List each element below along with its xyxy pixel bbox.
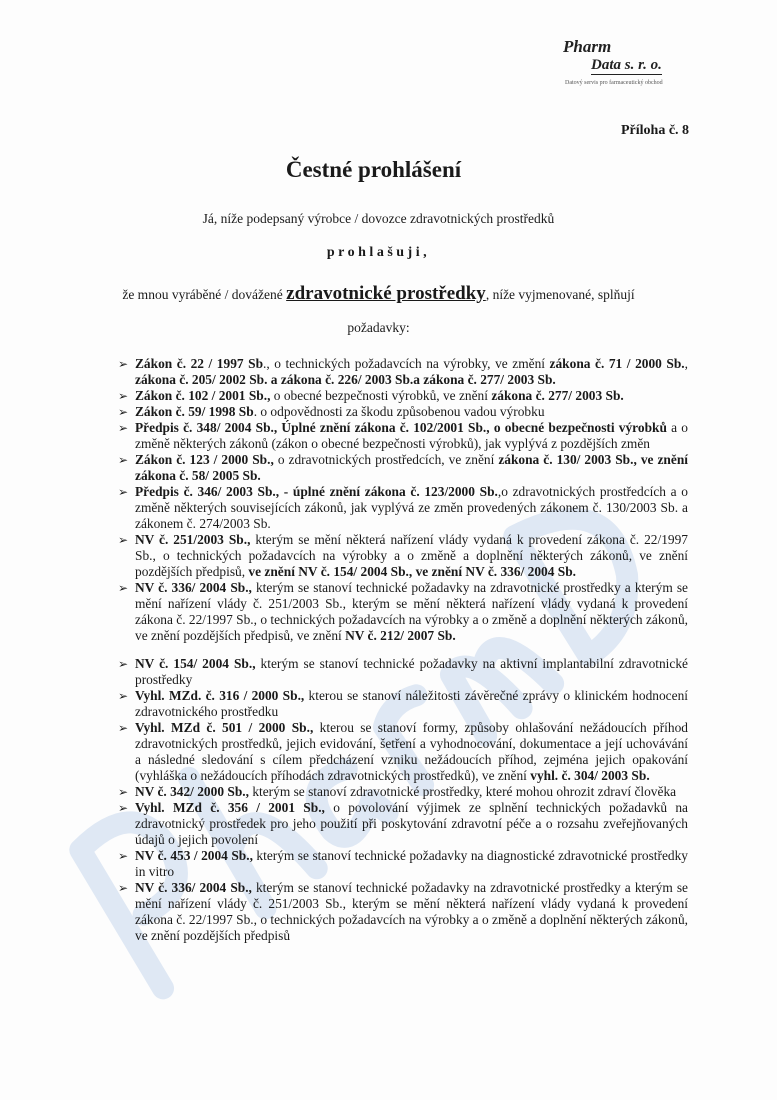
regulation-reference: NV č. 453 / 2004 Sb., [135,848,253,863]
list-item [118,784,688,800]
regulation-reference: Zákon č. 123 / 2000 Sb., [135,452,274,467]
regulation-reference: NV č. 212/ 2007 Sb. [345,628,456,643]
arrow-right-icon: ➢ [118,485,129,499]
arrow-right-icon: ➢ [118,881,129,895]
arrow-right-icon: ➢ [118,389,129,403]
arrow-right-icon: ➢ [118,405,129,419]
list-item [118,656,688,688]
list-item [118,420,688,452]
page-title: Čestné prohlášení [285,157,462,182]
annex-label: Příloha č. 8 [621,123,690,138]
list-item [118,484,688,532]
arrow-right-icon: ➢ [118,849,129,863]
arrow-right-icon: ➢ [118,689,129,703]
list-item [118,532,688,580]
regulation-description: , [684,356,688,371]
regulation-description: o zdravotnických prostředcích, ve znění [273,452,499,467]
regulation-list [118,356,688,944]
list-item [118,848,688,880]
statement-emphasis: zdravotnické prostředky [286,283,486,304]
logo-line-2: Data s. r. o. [591,57,662,73]
list-item [118,800,688,848]
regulation-reference: NV č. 342/ 2000 Sb., [135,784,249,799]
regulation-reference: NV č. 251/2003 Sb., [135,532,251,547]
regulation-reference: Zákon č. 102 / 2001 Sb., [135,388,271,403]
regulation-reference: Vyhl. MZd č. 501 / 2000 Sb., [135,720,314,735]
arrow-right-icon: ➢ [118,801,129,815]
regulation-description: . o odpovědnosti za škodu způsobenou vadou výrobku [253,404,545,419]
regulation-reference: NV č. 336/ 2004 Sb., [135,880,252,895]
logo-line-1: Pharm [563,37,612,56]
arrow-right-icon: ➢ [118,453,129,467]
regulation-reference: Zákon č. 59/ 1998 Sb [135,404,254,419]
regulation-description: kterou se stanoví formy, způsoby ohlašování nežádoucích příhod zdravotnických prostředků, jejich evidování, šetření a vyhodnocování, dokumentace a její uchovávání a následné sledování s cílem předcházení vzniku nežádoucích příhod, zejména jejich opakování (vyhláška o nežádoucích příhodách zdravotnických prostředků), ve znění [135,720,688,783]
statement-after: , níže vyjmenované, splňují [485,287,635,302]
regulation-description: ., o technických požadavcích na výrobky, ve změní [263,356,550,371]
logo-tagline: Datový servis pro farmaceutický obchod [565,80,663,86]
regulation-reference: zákona č. 130/ 2003 Sb., ve znění zákona č. 58/ 2005 Sb. [135,452,688,483]
regulation-description: ,o zdravotnických prostředcích a o změně některých souvisejících zákonů, jak vyplývá ze změn provedených zákonem č. 130/2003 Sb. a zákonem č. 274/2003 Sb. [135,484,689,531]
arrow-right-icon: ➢ [118,581,129,595]
arrow-right-icon: ➢ [118,357,129,371]
list-item [118,580,688,644]
arrow-right-icon: ➢ [118,657,129,671]
regulation-reference: NV č. 336/ 2004 Sb., [135,580,252,595]
regulation-reference: Vyhl. MZd č. 356 / 2001 Sb., [135,800,325,815]
regulation-reference: zákona č. 277/ 2003 Sb. [491,388,624,403]
regulation-description: o povolování výjimek ze splnění technických požadavků na zdravotnický prostředek pro jeho použití při poskytování zdravotní péče a o rozsahu zveřejňovaných údajů o jejich povolení [135,800,688,847]
regulation-description: kterým se mění některá nařízení vlády vydaná k provedení zákona č. 22/1997 Sb., o technických požadavcích na výrobky a o změně a doplnění některých zákonů, ve znění pozdějších předpisů, [135,532,688,579]
regulation-description: a o změně některých zákonů (zákon o obecné bezpečnosti výrobků), jak vyplývá z pozdějších změn [135,420,689,451]
statement [0,285,777,304]
regulation-description: kterou se stanoví náležitosti závěrečné zprávy o klinickém hodnocení zdravotnického prostředku [135,688,688,719]
regulation-reference: zákona č. 71 / 2000 Sb. [549,356,685,371]
company-logo [563,38,713,87]
regulation-reference: ve znění NV č. 154/ 2004 Sb., ve znění NV č. 336/ 2004 Sb. [248,564,577,579]
list-item [118,404,688,420]
list-item [118,688,688,720]
list-item [118,356,688,388]
regulation-reference: NV č. 154/ 2004 Sb., [135,656,256,671]
regulation-description: kterým se stanoví technické požadavky na aktivní implantabilní zdravotnické prostředky [135,656,688,687]
list-item [118,388,688,404]
regulation-description: kterým se stanoví technické požadavky na zdravotnické prostředky a kterým se mění nařízení vlády č. 251/2003 Sb., kterým se mění některá nařízení vlády vydaná k provedení zákona č. 22/1997 Sb., o technických požadavcích na výrobky a o změně a doplnění některých zákonů, ve znění pozdějších předpisů [135,880,688,943]
regulation-description: o obecné bezpečnosti výrobků, ve znění [270,388,492,403]
declaration-word: prohlašuji, [326,245,431,260]
list-item [118,720,688,784]
list-item [118,452,688,484]
regulation-reference: Zákon č. 22 / 1997 Sb [135,356,264,371]
arrow-right-icon: ➢ [118,785,129,799]
regulation-description: kterým se stanoví technické požadavky na diagnostické zdravotnické prostředky in vitro [135,848,688,879]
regulation-reference: zákona č. 205/ 2002 Sb. a zákona č. 226/ 2003 Sb.a zákona č. 277/ 2003 Sb. [135,372,556,387]
requirements-label: požadavky: [347,320,410,335]
arrow-right-icon: ➢ [118,533,129,547]
arrow-right-icon: ➢ [118,721,129,735]
statement-before: že mnou vyráběné / dovážené [122,287,287,302]
regulation-reference: vyhl. č. 304/ 2003 Sb. [530,768,650,783]
regulation-reference: Předpis č. 346/ 2003 Sb., - úplné znění zákona č. 123/2000 Sb. [135,484,498,499]
intro-text: Já, níže podepsaný výrobce / dovozce zdravotnických prostředků [202,211,555,226]
regulation-reference: Vyhl. MZd. č. 316 / 2000 Sb., [135,688,305,703]
arrow-right-icon: ➢ [118,421,129,435]
regulation-reference: Předpis č. 348/ 2004 Sb., Úplné znění zákona č. 102/2001 Sb., o obecné bezpečnosti výrobků [135,420,667,435]
regulation-description: kterým se stanoví technické požadavky na zdravotnické prostředky a kterým se mění nařízení vlády č. 251/2003 Sb., kterým se mění některá nařízení vlády vydaná k provedení zákona č. 22/1997 Sb., o technických požadavcích na výrobky a o změně a doplnění některých zákonů, ve znění pozdějších předpisů, ve znění [135,580,688,643]
regulation-description: kterým se stanoví zdravotnické prostředky, které mohou ohrozit zdraví člověka [248,784,677,799]
list-item [118,880,688,944]
